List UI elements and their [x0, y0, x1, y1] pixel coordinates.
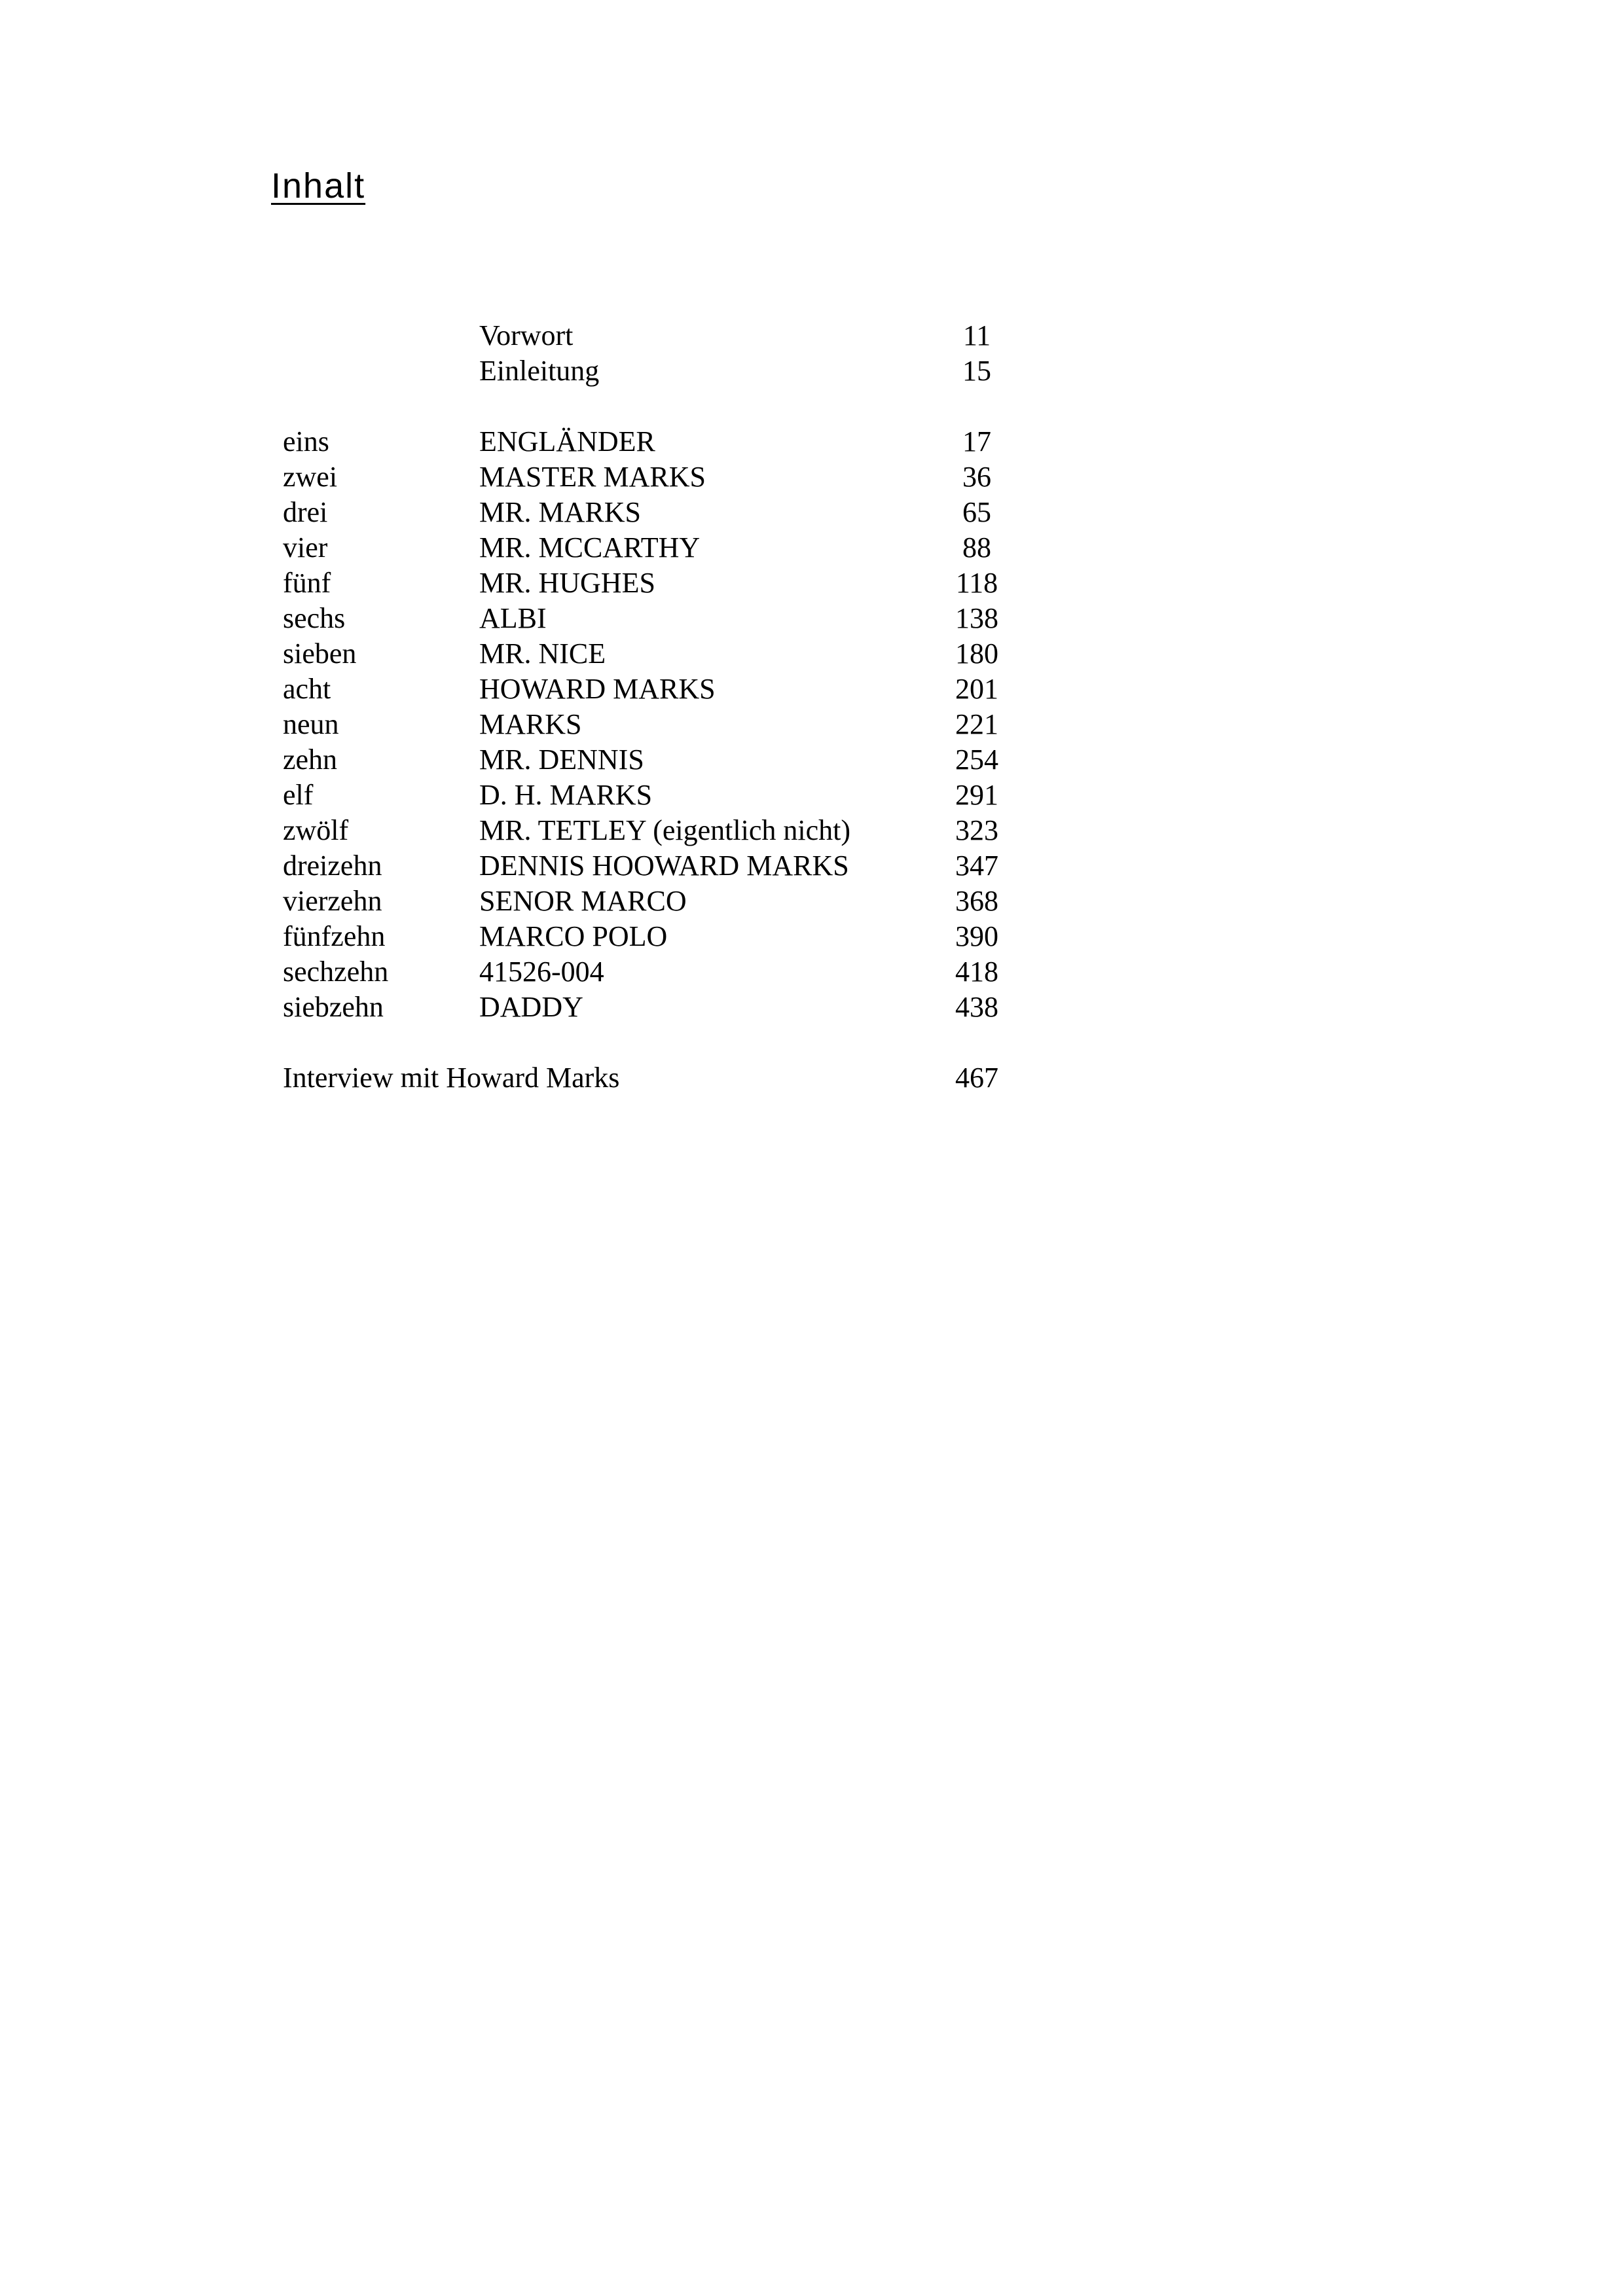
page-number: 88 [962, 531, 991, 564]
toc-row [283, 459, 1042, 495]
page-number: 390 [955, 920, 998, 952]
chapter-title: DADDY [479, 991, 583, 1023]
page-number: 65 [962, 496, 991, 528]
chapter-number: acht [283, 673, 331, 705]
chapter-number: sechzehn [283, 956, 389, 988]
page-number: 11 [962, 319, 991, 351]
chapter-title: MR. TETLEY (eigentlich nicht) [479, 814, 850, 846]
toc-row [283, 778, 1042, 813]
chapter-number: dreizehn [283, 850, 382, 882]
page-number: 323 [955, 814, 998, 846]
toc-row-interview [283, 1060, 1042, 1096]
toc-row [283, 884, 1042, 919]
chapter-title: D. H. MARKS [479, 779, 653, 811]
page-title: Inhalt [271, 166, 366, 206]
page-number: 438 [955, 991, 998, 1023]
toc-row [283, 848, 1042, 884]
chapter-title: HOWARD MARKS [479, 673, 716, 705]
chapter-number: fünfzehn [283, 920, 386, 952]
appendix-title: Interview mit Howard Marks [283, 1062, 620, 1094]
chapter-number: zwölf [283, 814, 349, 846]
page-number: 221 [955, 708, 998, 740]
toc-row [283, 813, 1042, 848]
toc-row [283, 707, 1042, 742]
page-number: 118 [955, 567, 998, 599]
chapter-title: Vorwort [479, 319, 574, 351]
chapter-number: zehn [283, 744, 338, 776]
chapter-number: siebzehn [283, 991, 384, 1023]
chapter-title: ALBI [479, 602, 547, 634]
toc-row [283, 495, 1042, 530]
chapter-number: fünf [283, 567, 331, 599]
chapter-title: 41526-004 [479, 956, 604, 988]
chapter-number: vierzehn [283, 885, 382, 917]
toc-row [283, 601, 1042, 636]
page-number: 347 [955, 850, 998, 882]
chapter-number: drei [283, 496, 328, 528]
chapter-number: zwei [283, 461, 338, 493]
chapter-title: MR. DENNIS [479, 744, 644, 776]
chapter-number: vier [283, 531, 328, 564]
toc-row [283, 954, 1042, 990]
page-number: 368 [955, 885, 998, 917]
page-number: 36 [962, 461, 991, 493]
chapter-title: MARCO POLO [479, 920, 668, 952]
chapter-title: MR. NICE [479, 637, 606, 670]
chapter-title: Einleitung [479, 355, 600, 387]
toc-row [283, 424, 1042, 459]
chapter-number: sieben [283, 637, 357, 670]
toc-row [283, 565, 1042, 601]
chapter-title: MR. HUGHES [479, 567, 655, 599]
page-number: 201 [955, 673, 998, 705]
toc-row-vorwort [283, 318, 1042, 353]
toc-row [283, 530, 1042, 565]
toc-row [283, 742, 1042, 778]
chapter-title: MR. MCCARTHY [479, 531, 701, 564]
page-number: 15 [962, 355, 991, 387]
page-number: 418 [955, 956, 998, 988]
page-number: 254 [955, 744, 998, 776]
chapter-number: eins [283, 425, 329, 457]
toc-row-einleitung [283, 353, 1042, 389]
toc-row [283, 919, 1042, 954]
chapter-title: SENOR MARCO [479, 885, 687, 917]
page-number: 17 [962, 425, 991, 457]
page-number: 467 [955, 1062, 998, 1094]
toc-row [283, 990, 1042, 1025]
chapter-title: MARKS [479, 708, 582, 740]
table-of-contents [283, 318, 1042, 1096]
page-number: 138 [955, 602, 998, 634]
chapter-number: neun [283, 708, 339, 740]
toc-row [283, 636, 1042, 672]
page-number: 291 [955, 779, 998, 811]
chapter-number: sechs [283, 602, 346, 634]
page-number: 180 [955, 637, 998, 670]
chapter-number: elf [283, 779, 314, 811]
toc-row [283, 672, 1042, 707]
chapter-title: DENNIS HOOWARD MARKS [479, 850, 849, 882]
chapter-title: ENGLÄNDER [479, 425, 655, 457]
chapter-title: MASTER MARKS [479, 461, 706, 493]
chapter-title: MR. MARKS [479, 496, 641, 528]
